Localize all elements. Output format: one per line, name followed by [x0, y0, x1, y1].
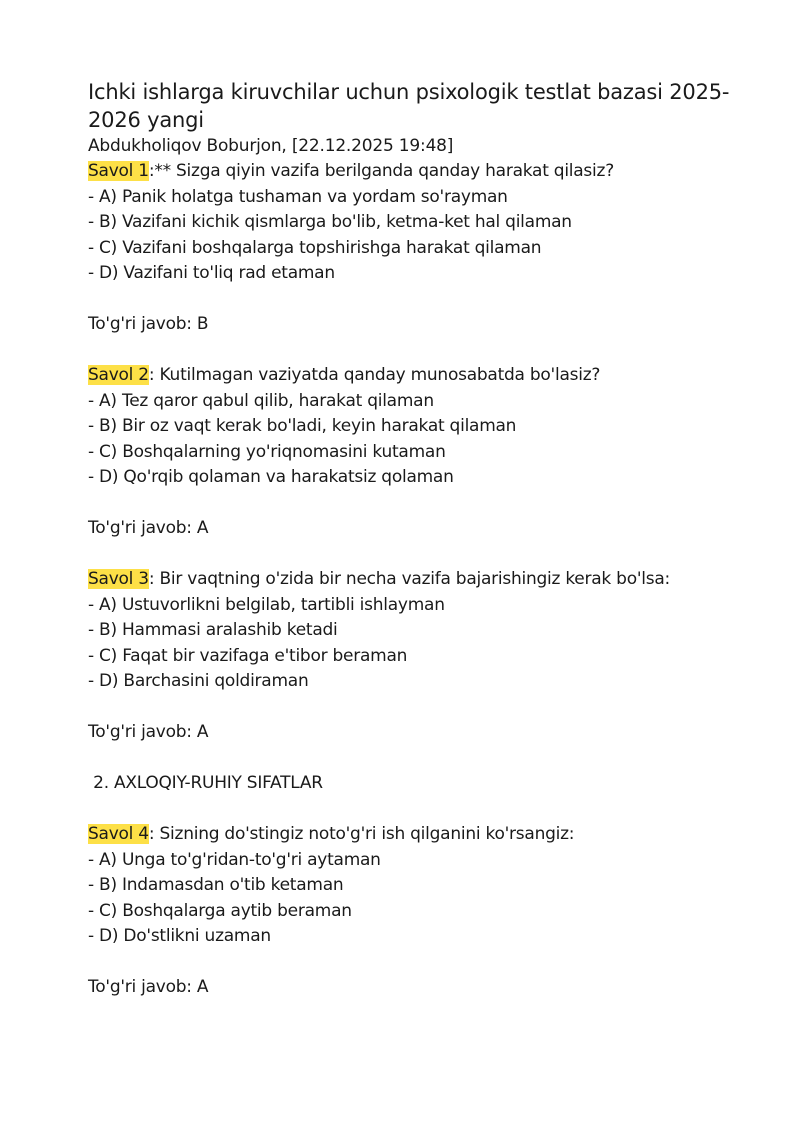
correct-answer: To'g'ri javob: B — [88, 314, 209, 334]
spacer — [88, 338, 768, 364]
answer-option: - B) Bir oz vaqt kerak bo'ladi, keyin harakat qilaman — [88, 416, 517, 436]
correct-answer: To'g'ri javob: A — [88, 518, 209, 538]
answer-option: - A) Tez qaror qabul qilib, harakat qilaman — [88, 390, 434, 411]
correct-answer: To'g'ri javob: A — [88, 722, 209, 742]
spacer — [88, 797, 768, 823]
answer-option: - C) Boshqalarning yo'riqnomasini kutaman — [88, 441, 446, 462]
spacer — [88, 287, 768, 313]
answer-option: - C) Boshqalarga aytib beraman — [88, 900, 352, 921]
question-text — [88, 363, 768, 389]
spacer — [88, 695, 768, 721]
question-prompt: :** Sizga qiyin vazifa berilganda qanday harakat qilasiz? — [148, 161, 614, 181]
spacer — [88, 542, 768, 568]
spacer — [88, 746, 768, 772]
document-title: Ichki ishlarga kiruvchilar uchun psixologik testlat bazasi 2025-2026 yangi — [88, 80, 730, 132]
answer-option: - B) Vazifani kichik qismlarga bo'lib, ketma-ket hal qilaman — [88, 212, 572, 232]
answer-option: - C) Vazifani boshqalarga topshirishga harakat qilaman — [88, 237, 542, 258]
section-heading: 2. AXLOQIY-RUHIY SIFATLAR — [88, 773, 323, 793]
question-prompt: : Kutilmagan vaziyatda qanday munosabatda bo'lasiz? — [148, 365, 601, 385]
answer-option: - D) Barchasini qoldiraman — [88, 671, 309, 691]
question-prompt: : Bir vaqtning o'zida bir necha vazifa bajarishingiz kerak bo'lsa: — [148, 569, 671, 589]
answer-option: - D) Vazifani to'liq rad etaman — [88, 263, 335, 283]
question-label: Savol 3 — [88, 569, 149, 589]
correct-answer: To'g'ri javob: A — [88, 977, 209, 997]
question-text — [88, 822, 768, 848]
question-block — [88, 363, 768, 567]
question-block — [88, 822, 768, 1001]
question-text — [88, 567, 768, 593]
question-label: Savol 4 — [88, 824, 149, 844]
answer-option: - D) Do'stlikni uzaman — [88, 926, 271, 946]
spacer — [88, 950, 768, 976]
question-label: Savol 2 — [88, 365, 149, 385]
answer-option: - B) Indamasdan o'tib ketaman — [88, 875, 344, 895]
answer-option: - D) Qo'rqib qolaman va harakatsiz qolaman — [88, 467, 454, 487]
question-text — [88, 159, 768, 185]
spacer — [88, 491, 768, 517]
question-block — [88, 159, 768, 363]
author-line: Abdukholiqov Boburjon, [22.12.2025 19:48] — [88, 136, 454, 156]
answer-option: - A) Panik holatga tushaman va yordam so'rayman — [88, 186, 508, 207]
question-prompt: : Sizning do'stingiz noto'g'ri ish qilganini ko'rsangiz: — [148, 824, 575, 844]
answer-option: - B) Hammasi aralashib ketadi — [88, 620, 338, 640]
answer-option: - A) Unga to'g'ridan-to'g'ri aytaman — [88, 849, 381, 870]
answer-option: - A) Ustuvorlikni belgilab, tartibli ishlayman — [88, 594, 445, 615]
answer-option: - C) Faqat bir vazifaga e'tibor beraman — [88, 645, 408, 666]
question-label: Savol 1 — [88, 161, 149, 181]
question-block — [88, 567, 768, 771]
document-page — [88, 78, 768, 1001]
